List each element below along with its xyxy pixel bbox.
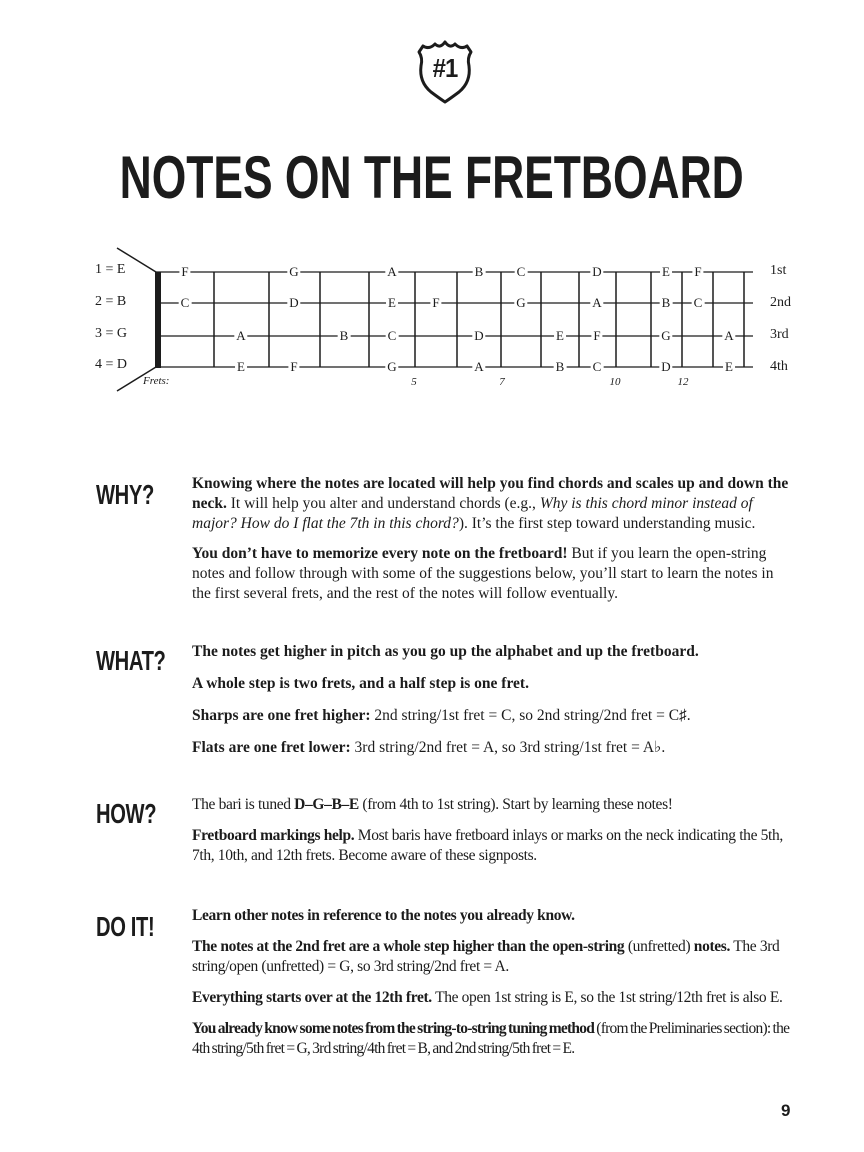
section-body-what [192,642,796,768]
note-s2-f3: D [289,295,299,310]
string-ordinal-4th: 4th [770,359,788,374]
how-paragraph-2: Fretboard markings help. Most baris have fretboard inlays or marks on the neck indicating the 5th, 7th, 10th, and 12th frets. Become aware of these signposts. [192,827,783,864]
page-number: 9 [781,1101,791,1120]
string-ordinal-2nd: 2nd [770,295,791,310]
note-s4-f12: D [661,359,671,374]
why-paragraph-1: Knowing where the notes are located will help you find chords and scales up and down the neck. It will help you alter and understand chords (e.g., Why is this chord minor instead of major? How do I flat the 7th in this chord?). It’s the first step toward understanding music. [192,475,789,532]
note-s2-f8: G [516,295,526,310]
string-ordinal-1st: 1st [770,263,787,278]
note-s1-f3: G [289,264,299,279]
note-s2-f12: B [661,295,671,310]
badge-label: #1 [432,53,458,83]
note-s2-f10: A [592,295,602,310]
note-s4-f14: E [725,359,733,374]
string-label-4: 4 = D [95,357,128,372]
what-paragraph-3: Sharps are one fret higher: 2nd string/1st fret = C, so 2nd string/2nd fret = C♯. [192,707,691,724]
note-s3-f14: A [724,328,734,343]
note-s2-f1: C [180,295,190,310]
note-s3-f5: C [387,328,397,343]
section-body-how [192,795,796,876]
note-s2-f6: F [432,295,440,310]
note-s3-f12: G [661,328,671,343]
note-s3-f4: B [339,328,349,343]
fret-marker-7: 7 [499,376,505,388]
note-s3-f7: D [474,328,484,343]
how-paragraph-1: The bari is tuned D–G–B–E (from 4th to 1st string). Start by learning these notes! [192,796,673,813]
section-heading-how: HOW? [96,798,157,829]
note-s1-f5: A [387,264,397,279]
string-label-1: 1 = E [95,262,126,277]
string-label-3: 3 = G [95,326,128,341]
note-s1-f7: B [474,264,484,279]
section-heading-do-it: DO IT! [96,911,155,942]
note-s4-f9: B [555,359,565,374]
what-paragraph-4: Flats are one fret lower: 3rd string/2nd fret = A, so 3rd string/1st fret = A♭. [192,739,666,756]
section-body-why [192,474,796,614]
note-s1-f13: F [694,264,702,279]
what-paragraph-2: A whole step is two frets, and a half step is one fret. [192,675,529,692]
section-heading-why: WHY? [96,479,154,510]
what-paragraph-1: The notes get higher in pitch as you go up the alphabet and up the fretboard. [192,643,699,660]
note-s4-f5: G [387,359,397,374]
string-label-2: 2 = B [95,294,127,309]
string-ordinal-3rd: 3rd [770,327,789,342]
doit-paragraph-2: The notes at the 2nd fret are a whole step higher than the open-string (unfretted) notes. The 3rd string/open (unfretted) = G, so 3rd string/2nd fret = A. [192,938,780,975]
route-shield-badge [415,36,475,104]
fret-marker-12: 12 [677,376,689,388]
note-s1-f10: D [592,264,602,279]
doit-paragraph-4: You already know some notes from the string-to-string tuning method (from the Preliminaries section): the 4th string/5th fret = G, 3rd string/4th fret = B, and 2nd string/5th fret = E. [192,1020,790,1057]
note-s4-f7: A [474,359,484,374]
fret-marker-5: 5 [411,376,417,388]
note-s2-f5: E [388,295,396,310]
note-s1-f12: E [662,264,670,279]
note-s1-f1: F [181,264,189,279]
doit-paragraph-1: Learn other notes in reference to the notes you already know. [192,907,575,924]
why-paragraph-2: You don’t have to memorize every note on the fretboard! But if you learn the open-string notes and follow through with some of the suggestions below, you’ll start to learn the notes in the first several frets, and the rest of the notes will follow eventually. [192,545,774,602]
note-s1-f8: C [516,264,526,279]
frets-label: Frets: [143,375,170,387]
note-s2-f13: C [693,295,703,310]
note-s3-f2: A [236,328,246,343]
note-s4-f10: C [592,359,602,374]
note-s4-f2: E [237,359,245,374]
section-heading-what: WHAT? [96,645,166,676]
fret-marker-10: 10 [609,376,621,388]
note-s3-f9: E [556,328,564,343]
section-body-do-it [192,906,796,1069]
page-title: NOTES ON THE FRETBOARD [119,144,745,211]
fretboard-diagram [0,240,864,400]
doit-paragraph-3: Everything starts over at the 12th fret. The open 1st string is E, so the 1st string/12th fret is also E. [192,989,783,1006]
note-s4-f3: F [290,359,298,374]
note-s3-f10: F [593,328,601,343]
